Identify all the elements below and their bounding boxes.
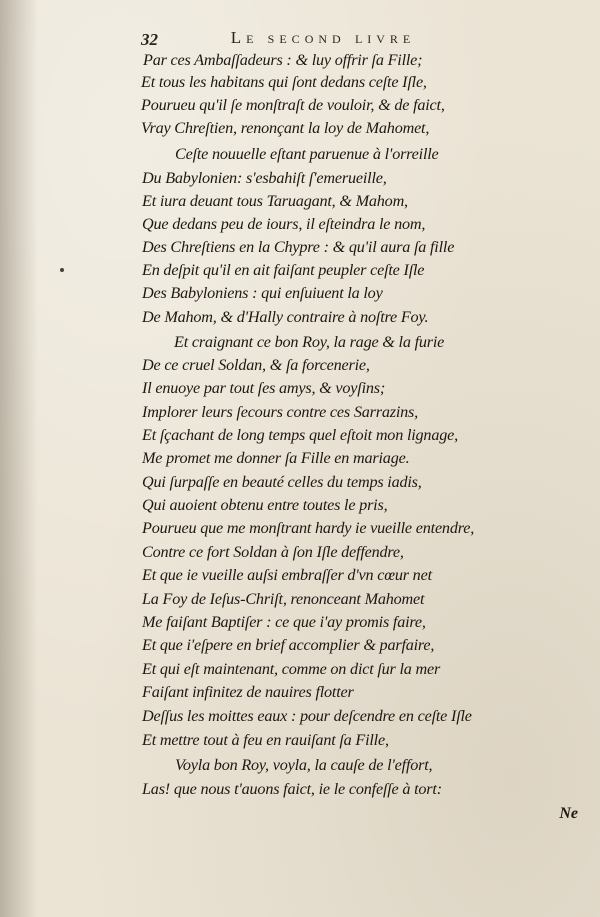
- verse-line: Et qui eſt maintenant, comme on dict ſur la mer: [142, 660, 441, 678]
- verse-line: De ce cruel Soldan, & ſa forcenerie,: [142, 356, 370, 374]
- verse-line: Qui ſurpaſſe en beauté celles du temps iadis,: [142, 473, 422, 491]
- verse-line: Et mettre tout à feu en rauiſant ſa Fille,: [142, 731, 389, 749]
- verse-line: Et que ie vueille auſsi embraſſer d'vn cœur net: [142, 566, 432, 584]
- verse-line: Las! que nous t'auons faict, ie le confeſſe à tort:: [142, 780, 442, 798]
- verse-line: Implorer leurs ſecours contre ces Sarrazins,: [142, 403, 418, 421]
- verse-line: Vray Chreſtien, renonçant la loy de Mahomet,: [141, 119, 430, 137]
- verse-line: Et ſçachant de long temps quel eſtoit mon lignage,: [142, 426, 458, 444]
- verse-line: Qui auoient obtenu entre toutes le pris,: [142, 496, 388, 514]
- verse-line: Des Chreſtiens en la Chypre : & qu'il aura ſa fille: [142, 238, 455, 256]
- catchword: Ne: [559, 805, 578, 822]
- verse-line: Il enuoye par tout ſes amys, & voyſins;: [142, 379, 386, 397]
- verse-line: Pourueu qu'il ſe monſtraſt de vouloir, & de faict,: [141, 96, 445, 114]
- verse-line: Et tous les habitans qui ſont dedans ceſte Iſle,: [141, 73, 427, 91]
- verse-line: Voyla bon Roy, voyla, la cauſe de l'effort,: [175, 756, 433, 774]
- ink-speck: [60, 268, 64, 272]
- verse-line: Du Babylonien: s'esbahiſt ſ'emerueille,: [142, 169, 387, 187]
- verse-line: Que dedans peu de iours, il eſteindra le nom,: [142, 215, 426, 233]
- verse-line: Deſſus les moittes eaux : pour deſcendre en ceſte Iſle: [142, 707, 472, 725]
- verse-line: Pourueu que me monſtrant hardy ie vueille entendre,: [142, 519, 475, 537]
- verse-line: En deſpit qu'il en ait faiſant peupler ceſte Iſle: [142, 261, 425, 279]
- running-title: Le second livre: [230, 28, 416, 47]
- binding-shadow: [0, 0, 38, 917]
- verse-line: Contre ce fort Soldan à ſon Iſle deffendre,: [142, 543, 404, 561]
- verse-line: Et iura deuant tous Taruagant, & Mahom,: [142, 192, 408, 210]
- verse-line: La Foy de Ieſus-Chriſt, renonceant Mahomet: [142, 590, 425, 608]
- page-header: [141, 28, 505, 50]
- verse-line: Faiſant infinitez de nauires flotter: [142, 683, 354, 701]
- verse-line: Me faiſant Baptiſer : ce que i'ay promis faire,: [142, 613, 426, 631]
- verse-line: Par ces Ambaſſadeurs : & luy offrir ſa Fille;: [143, 51, 423, 69]
- verse-line: Me promet me donner ſa Fille en mariage.: [142, 449, 410, 467]
- page-number: 32: [141, 30, 158, 49]
- verse-line: De Mahom, & d'Hally contraire à noſtre Foy.: [142, 308, 429, 326]
- verse-line: Des Babyloniens : qui enſuiuent la loy: [142, 284, 383, 302]
- verse-line: Et craignant ce bon Roy, la rage & la furie: [174, 333, 445, 351]
- verse-line: Ceſte nouuelle eſtant paruenue à l'orreille: [175, 145, 439, 163]
- verse-line: Et que i'eſpere en brief accomplier & parfaire,: [142, 636, 435, 654]
